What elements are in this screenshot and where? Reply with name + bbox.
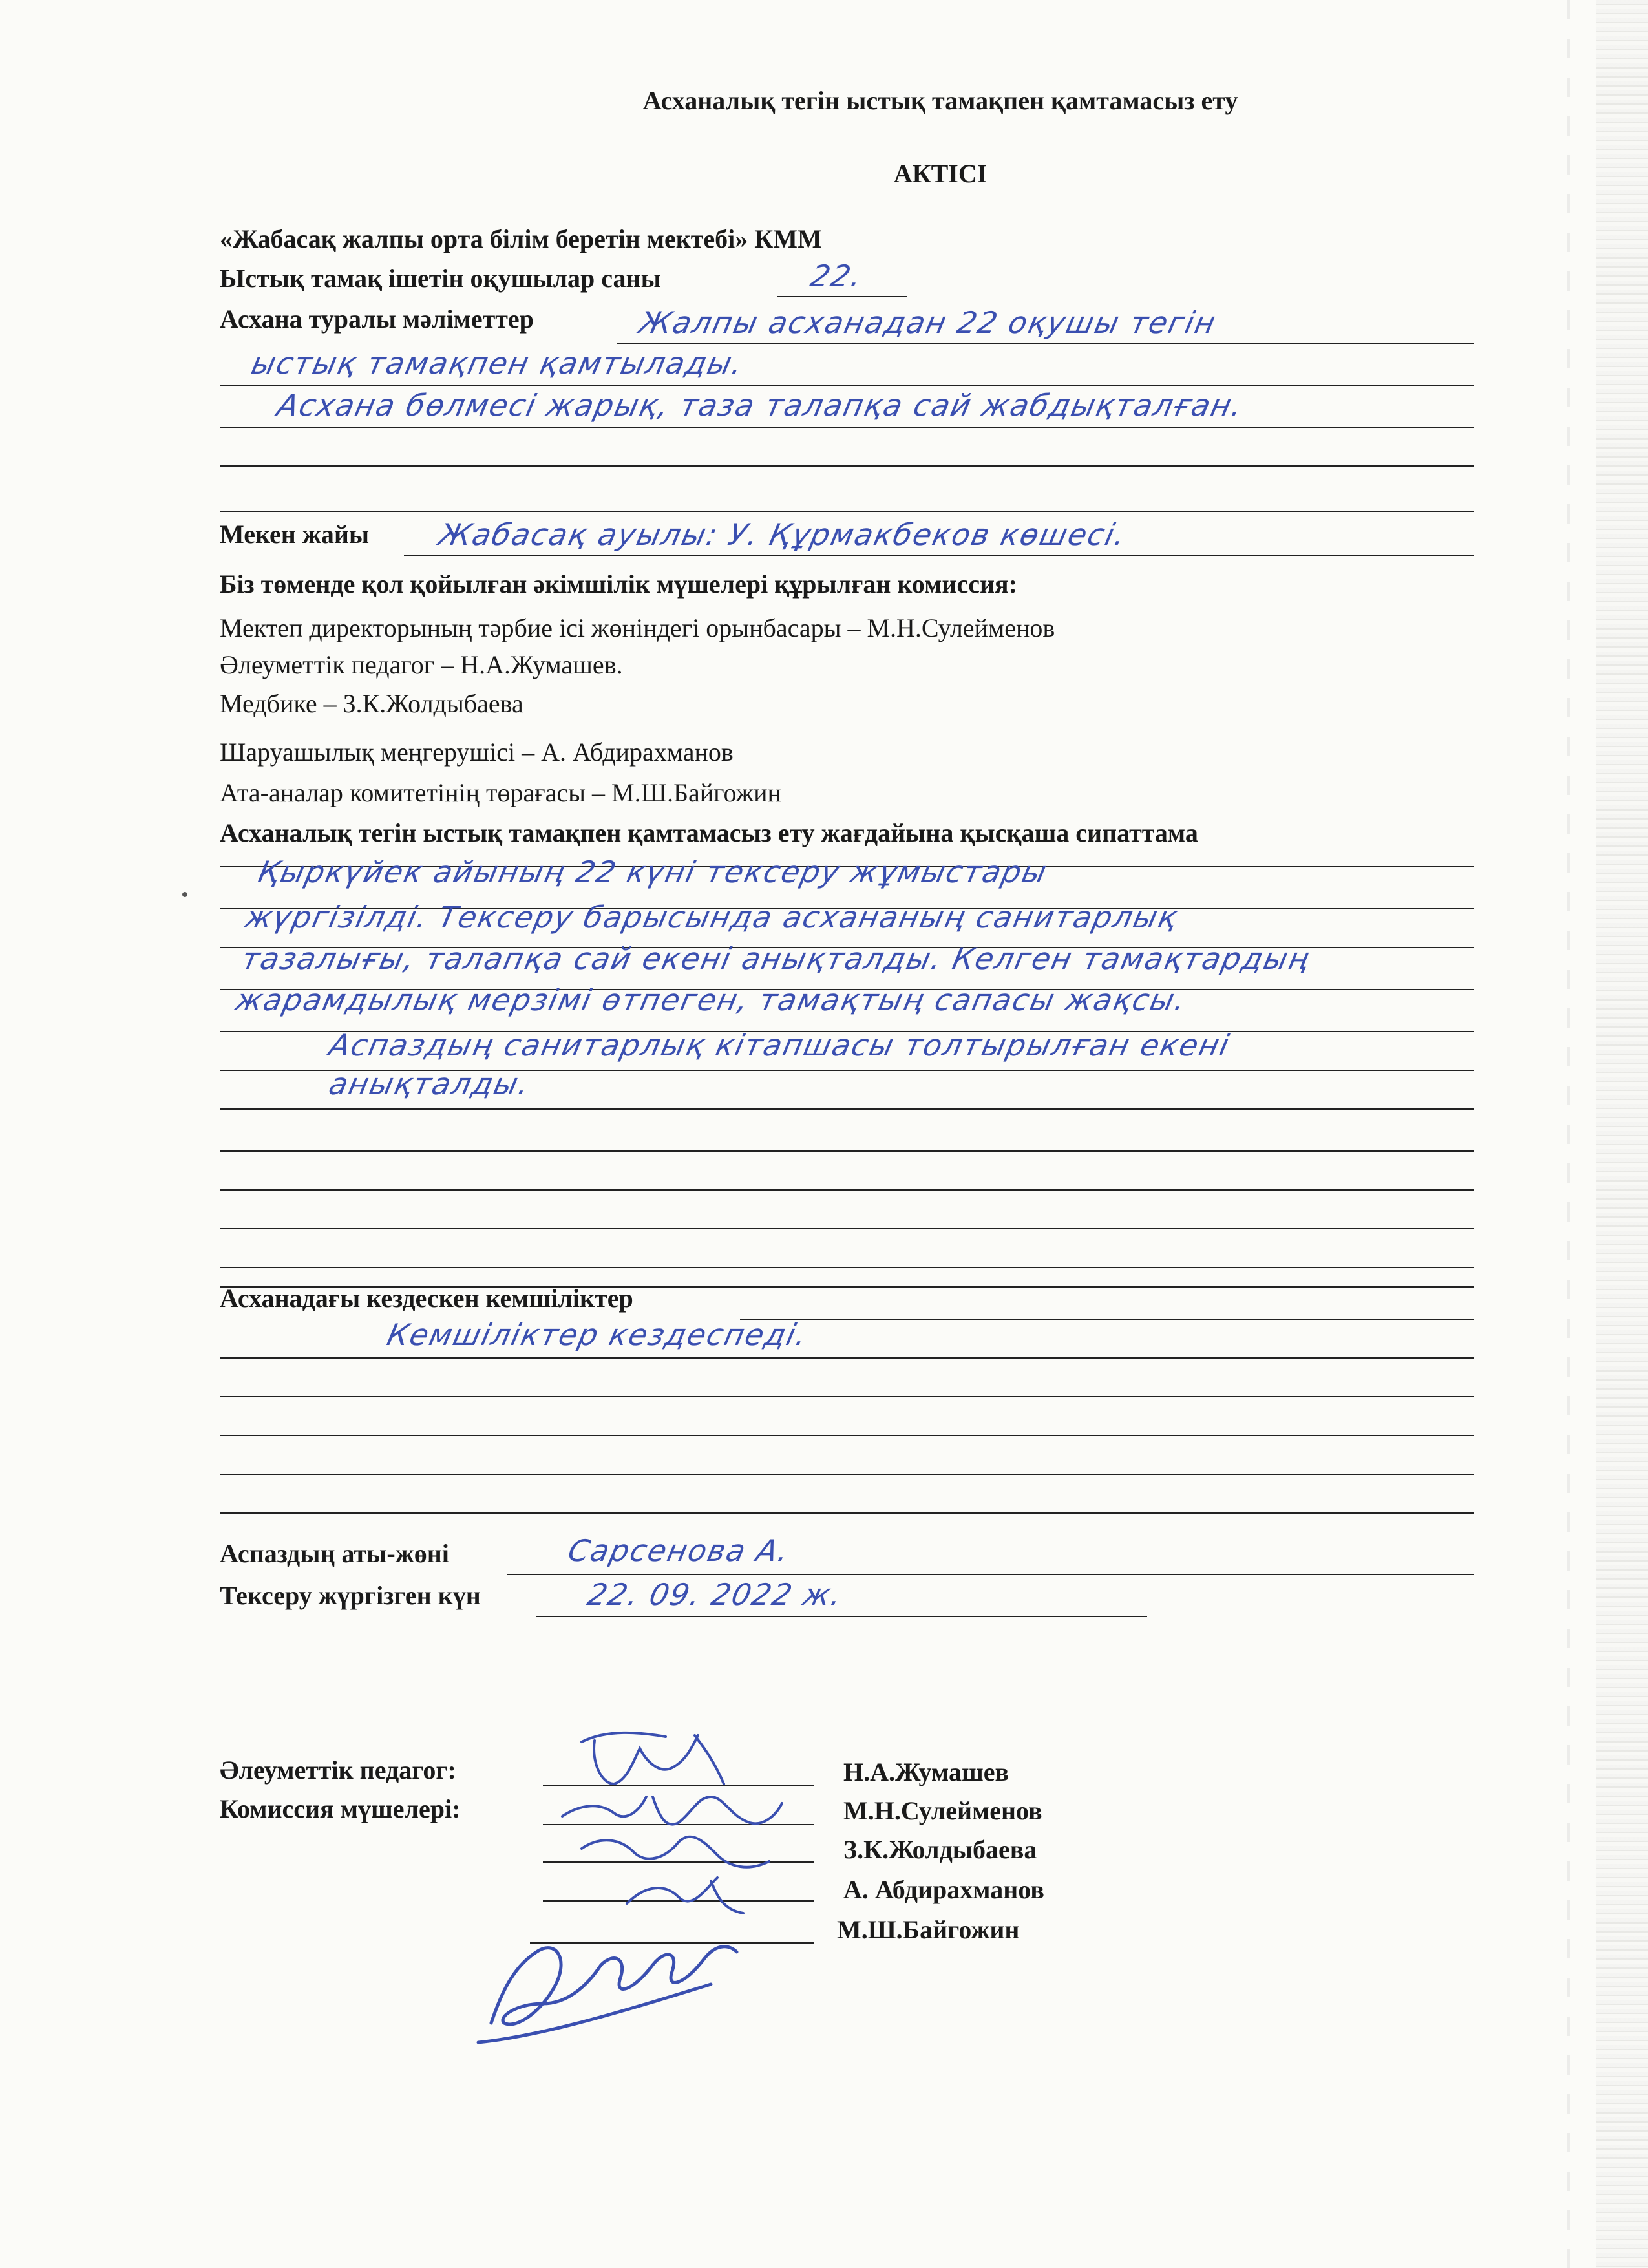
address-label: Мекен жайы: [220, 520, 370, 549]
deficiencies-rule: [220, 1396, 1474, 1397]
social-pedagogue-label: Әлеуметтік педагог:: [220, 1755, 456, 1785]
canteen-rule-1: [617, 343, 1474, 344]
address-value: Жабасақ ауылы: У. Құрмакбеков көшесі.: [436, 517, 1130, 552]
deficiencies-rule: [740, 1319, 1474, 1320]
cook-label: Аспаздың аты-жөні: [220, 1539, 449, 1568]
canteen-rule-4: [220, 465, 1474, 467]
description-rule: [220, 1228, 1474, 1229]
deficiencies-rule: [220, 1512, 1474, 1514]
description-rule: [220, 1267, 1474, 1268]
commission-member: Шаруашылық меңгерушісі – А. Абдирахманов: [220, 737, 734, 767]
canteen-rule-5: [220, 511, 1474, 512]
document-subtitle: АКТІСІ: [893, 159, 988, 188]
students-rule: [777, 296, 907, 297]
deficiencies-rule: [220, 1357, 1474, 1359]
signer-name: Н.А.Жумашев: [843, 1757, 1009, 1786]
commission-member: Әлеуметтік педагог – Н.А.Жумашев.: [220, 650, 623, 679]
description-rule: [220, 1150, 1474, 1152]
description-hw-line: тазалығы, талапқа сай екені анықталды. Келген тамақтардың: [238, 941, 1314, 976]
canteen-hw-line-1: Жалпы асханадан 22 оқушы тегін: [636, 305, 1220, 340]
canteen-hw-line-2: ыстық тамақпен қамтылады.: [248, 346, 747, 381]
address-rule: [404, 555, 1474, 556]
signature-scribble: [465, 1913, 750, 2062]
date-value: 22. 09. 2022 ж.: [584, 1577, 847, 1612]
commission-member: Ата-аналар комитетінің төрағасы – М.Ш.Байгожин: [220, 778, 781, 807]
scan-dot-artifact: [182, 892, 187, 897]
description-hw-line: анықталды.: [326, 1066, 534, 1101]
deficiencies-value: Кемшіліктер кездеспеді.: [384, 1317, 811, 1352]
signer-name: М.Ш.Байгожин: [837, 1915, 1020, 1944]
canteen-rule-3: [220, 427, 1474, 428]
signer-name: М.Н.Сулейменов: [843, 1796, 1042, 1825]
description-label: Асханалық тегін ыстық тамақпен қамтамасыз ету жағдайына қысқаша сипаттама: [220, 818, 1198, 847]
deficiencies-label: Асханадағы кездескен кемшіліктер: [220, 1284, 633, 1313]
description-rule: [220, 1189, 1474, 1191]
school-name: «Жабасақ жалпы орта білім беретін мектебі» КММ: [220, 224, 822, 253]
commission-heading: Біз төменде қол қойылған әкімшілік мүшелері құрылған комиссия:: [220, 569, 1017, 599]
description-hw-line: жүргізілді. Тексеру барысында асхананың санитарлық: [242, 900, 1181, 935]
document-title: Асханалық тегін ыстық тамақпен қамтамасыз ету: [642, 86, 1238, 115]
students-value: 22.: [807, 259, 866, 293]
description-hw-line: жарамдылық мерзімі өтпеген, тамақтың сапасы жақсы.: [232, 982, 1190, 1017]
cook-value: Сарсенова А.: [565, 1533, 794, 1568]
date-label: Тексеру жүргізген күн: [220, 1581, 481, 1610]
deficiencies-rule: [220, 1435, 1474, 1436]
canteen-rule-2: [220, 385, 1474, 386]
scan-stripe-artifact: [1567, 0, 1570, 2268]
commission-member: Медбике – З.К.Жолдыбаева: [220, 689, 523, 718]
cook-rule: [507, 1574, 1474, 1575]
students-label: Ыстық тамақ ішетін оқушылар саны: [220, 264, 661, 293]
signer-name: А. Абдирахманов: [843, 1875, 1044, 1904]
commission-members-label: Комиссия мүшелері:: [220, 1794, 461, 1823]
signer-name: З.К.Жолдыбаева: [843, 1835, 1037, 1864]
canteen-label: Асхана туралы мәліметтер: [220, 304, 534, 334]
commission-member: Мектеп директорының тәрбие ісі жөніндегі орынбасары – М.Н.Сулейменов: [220, 613, 1055, 642]
date-rule: [536, 1616, 1147, 1617]
description-hw-line: Қыркүйек айының 22 күні тексеру жұмыстары: [255, 854, 1051, 889]
deficiencies-rule: [220, 1474, 1474, 1475]
scan-edge-artifact: [1596, 0, 1648, 2268]
canteen-hw-line-3: Асхана бөлмесі жарық, таза талапқа сай жабдықталған.: [274, 388, 1247, 423]
description-hw-line: Аспаздың санитарлық кітапшасы толтырылған екені: [326, 1028, 1234, 1063]
description-rule: [220, 1108, 1474, 1110]
